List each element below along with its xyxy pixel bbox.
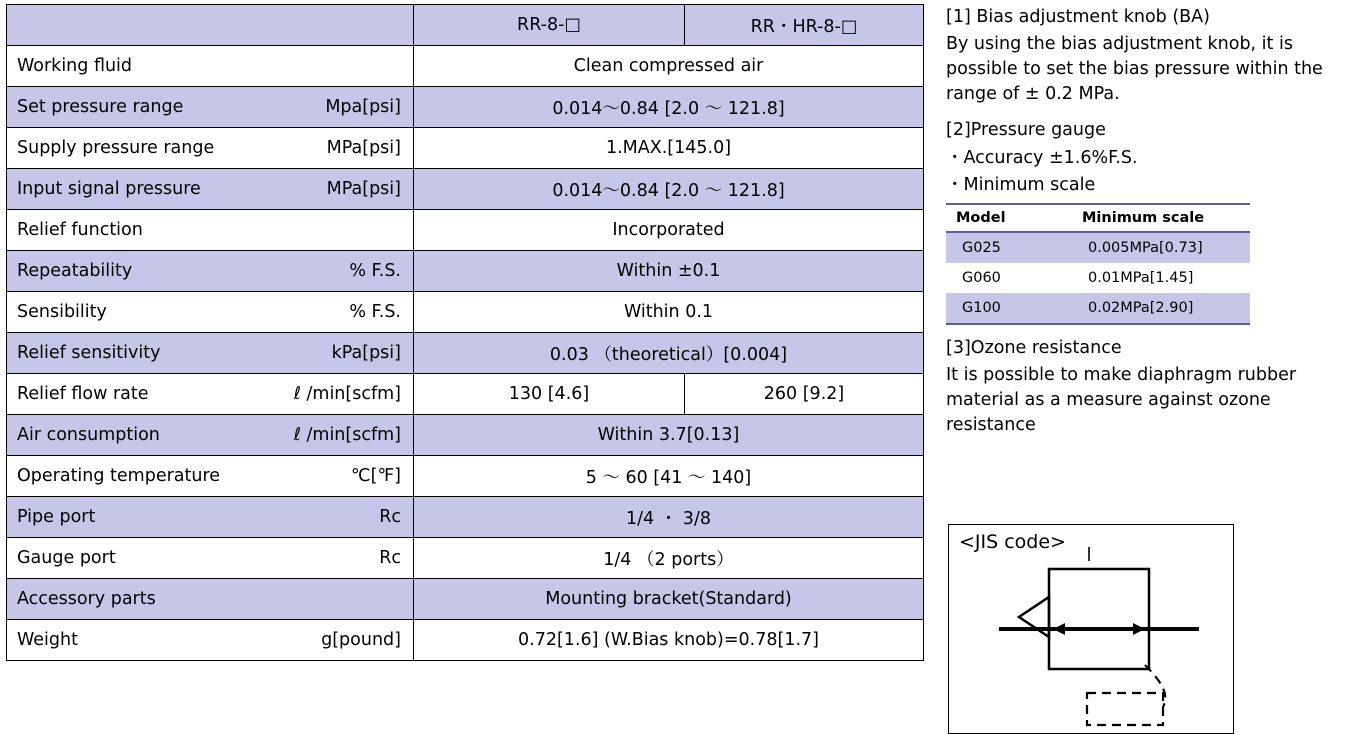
row-value-relief-function: Incorporated	[414, 210, 924, 251]
minimum-scale-header-row	[946, 204, 1250, 232]
row-label-air-consumption	[7, 415, 414, 456]
label-name: Relief sensitivity	[17, 343, 161, 363]
row-label-supply-pressure-range	[7, 128, 414, 169]
row-label-set-pressure-range	[7, 87, 414, 128]
table-row	[7, 210, 924, 251]
row-label-relief-sensitivity	[7, 333, 414, 374]
row-value-working-fluid: Clean compressed air	[414, 46, 924, 87]
table-row	[7, 128, 924, 169]
table-row	[7, 538, 924, 579]
label-name: Pipe port	[17, 507, 96, 527]
table-row	[946, 293, 1250, 324]
label-name: Weight	[17, 630, 78, 650]
table-row	[7, 620, 924, 661]
jis-code-diagram	[948, 524, 1234, 734]
minimum-scale-header-model: Model	[946, 204, 1072, 232]
label-name: Relief function	[17, 220, 143, 240]
label-unit: g[pound]	[321, 630, 401, 650]
table-row	[7, 497, 924, 538]
label-unit: % F.S.	[349, 261, 401, 281]
row-label-repeatability	[7, 251, 414, 292]
row-value-gauge-port: 1/4 （2 ports）	[414, 538, 924, 579]
label-name: Repeatability	[17, 261, 133, 281]
label-name: Operating temperature	[17, 466, 221, 486]
row-label-accessory-parts	[7, 579, 414, 620]
row-label-relief-flow-rate	[7, 374, 414, 415]
row-label-weight	[7, 620, 414, 661]
row-value-repeatability: Within ±0.1	[414, 251, 924, 292]
row-value-relief-flow-rate-rr8: 130 [4.6]	[414, 374, 685, 415]
label-name: Set pressure range	[17, 97, 184, 117]
minimum-scale-model-g060: G060	[946, 263, 1072, 293]
table-row	[7, 456, 924, 497]
table-row	[7, 46, 924, 87]
row-value-relief-sensitivity: 0.03 （theoretical）[0.004]	[414, 333, 924, 374]
note-2-title: [2]Pressure gauge	[946, 120, 1106, 140]
label-unit: % F.S.	[349, 302, 401, 322]
label-name: Relief flow rate	[17, 384, 149, 404]
row-value-accessory-parts: Mounting bracket(Standard)	[414, 579, 924, 620]
note-3-body: It is possible to make diaphragm rubber material as a measure against ozone resistance	[946, 365, 1297, 435]
specification-table-container	[6, 4, 924, 661]
row-value-supply-pressure-range: 1.MAX.[145.0]	[414, 128, 924, 169]
row-label-working-fluid	[7, 46, 414, 87]
header-model-rr-hr8: RR・HR-8-□	[685, 5, 924, 46]
minimum-scale-model-g025: G025	[946, 232, 1072, 263]
note-2-minimum-scale: ・Minimum scale	[946, 175, 1096, 195]
label-name: Input signal pressure	[17, 179, 201, 199]
minimum-scale-model-g100: G100	[946, 293, 1072, 324]
label-name: Supply pressure range	[17, 138, 215, 158]
minimum-scale-table	[946, 203, 1250, 325]
notes-column	[946, 4, 1358, 448]
table-row	[7, 292, 924, 333]
row-value-sensibility: Within 0.1	[414, 292, 924, 333]
row-label-operating-temperature	[7, 456, 414, 497]
label-unit: Rc	[379, 507, 401, 527]
row-value-pipe-port: 1/4 ・ 3/8	[414, 497, 924, 538]
table-row	[7, 87, 924, 128]
note-1-body: By using the bias adjustment knob, it is possible to set the bias pressure within the range of ± 0.2 MPa.	[946, 34, 1323, 104]
row-label-sensibility	[7, 292, 414, 333]
table-row	[946, 232, 1250, 263]
label-unit: kPa[psi]	[331, 343, 401, 363]
label-unit: MPa[psi]	[326, 179, 401, 199]
specification-table	[6, 4, 924, 661]
header-blank-cell	[7, 5, 414, 46]
row-label-pipe-port	[7, 497, 414, 538]
table-row	[7, 169, 924, 210]
table-row	[7, 333, 924, 374]
label-unit: ℓ /min[scfm]	[293, 425, 401, 445]
label-unit: ℓ /min[scfm]	[293, 384, 401, 404]
row-label-gauge-port	[7, 538, 414, 579]
note-2-accuracy: ・Accuracy ±1.6%F.S.	[946, 148, 1138, 168]
table-row	[7, 579, 924, 620]
row-value-air-consumption: Within 3.7[0.13]	[414, 415, 924, 456]
label-name: Air consumption	[17, 425, 160, 445]
label-name: Gauge port	[17, 548, 116, 568]
table-row	[7, 415, 924, 456]
table-header-row	[7, 5, 924, 46]
minimum-scale-header-scale: Minimum scale	[1072, 204, 1250, 232]
jis-symbol-icon	[949, 525, 1233, 733]
row-label-input-signal-pressure	[7, 169, 414, 210]
row-label-relief-function	[7, 210, 414, 251]
minimum-scale-value-g025: 0.005MPa[0.73]	[1072, 232, 1250, 263]
minimum-scale-value-g100: 0.02MPa[2.90]	[1072, 293, 1250, 324]
row-value-set-pressure-range: 0.014〜0.84 [2.0 〜 121.8]	[414, 87, 924, 128]
label-unit: MPa[psi]	[326, 138, 401, 158]
row-value-operating-temperature: 5 〜 60 [41 〜 140]	[414, 456, 924, 497]
label-unit: Mpa[psi]	[325, 97, 401, 117]
header-model-rr8: RR-8-□	[414, 5, 685, 46]
table-row	[946, 263, 1250, 293]
minimum-scale-value-g060: 0.01MPa[1.45]	[1072, 263, 1250, 293]
label-name: Sensibility	[17, 302, 107, 322]
row-value-weight: 0.72[1.6] (W.Bias knob)=0.78[1.7]	[414, 620, 924, 661]
label-unit: ℃[℉]	[351, 466, 401, 486]
note-1-title: [1] Bias adjustment knob (BA)	[946, 7, 1210, 27]
table-row	[7, 374, 924, 415]
table-row	[7, 251, 924, 292]
row-value-relief-flow-rate-rr-hr8: 260 [9.2]	[685, 374, 924, 415]
row-value-input-signal-pressure: 0.014〜0.84 [2.0 〜 121.8]	[414, 169, 924, 210]
jis-code-label: <JIS code>	[959, 531, 1066, 553]
label-name: Accessory parts	[17, 589, 156, 609]
note-3-title: [3]Ozone resistance	[946, 338, 1122, 358]
label-unit: Rc	[379, 548, 401, 568]
label-name: Working fluid	[17, 56, 133, 76]
